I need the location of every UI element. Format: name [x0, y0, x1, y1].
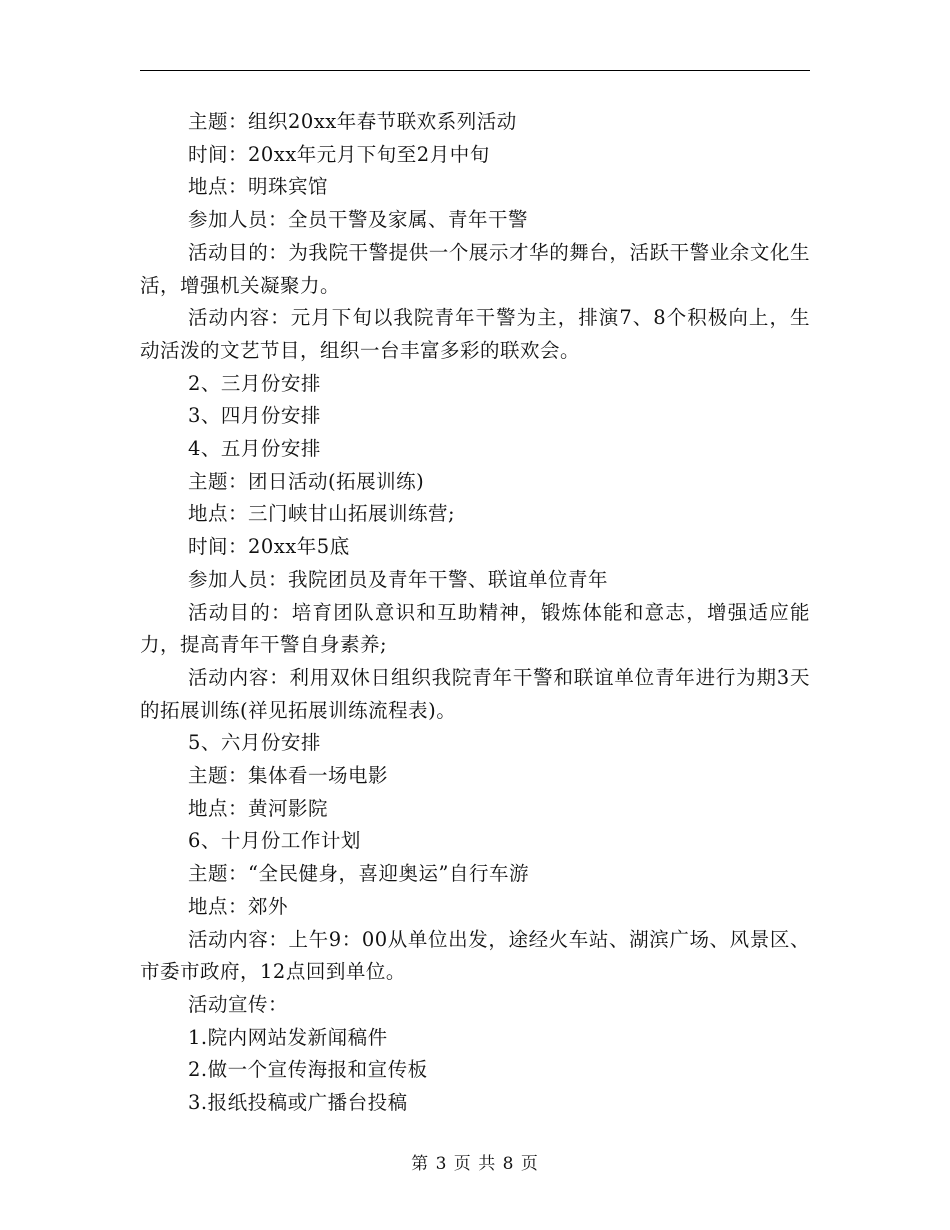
section-heading-may: 4、五月份安排: [188, 437, 321, 461]
paragraph-theme-may: 主题：团日活动(拓展训练): [188, 469, 425, 493]
paragraph-purpose-spring: 活动目的：为我院干警提供一个展示才华的舞台，活跃干警业余文化生活，增强机关凝聚力。: [140, 240, 810, 297]
paragraph-location-october: 地点：郊外: [188, 894, 289, 918]
list-item-publicity-3: 3.报纸投稿或广播台投稿: [188, 1091, 408, 1115]
paragraph-time-may: 时间：20xx年5底: [188, 535, 350, 559]
page-number-footer: 第 3 页 共 8 页: [411, 1154, 539, 1174]
section-heading-october: 6、十月份工作计划: [188, 829, 361, 853]
paragraph-publicity-heading: 活动宣传：: [188, 992, 289, 1016]
paragraph-content-may: 活动内容：利用双休日组织我院青年干警和联谊单位青年进行为期3天的拓展训练(祥见拓展训练流程表)。: [140, 665, 810, 722]
paragraph-time-spring: 时间：20xx年元月下旬至2月中旬: [188, 142, 490, 166]
section-heading-march: 2、三月份安排: [188, 371, 321, 395]
paragraph-location-may: 地点：三门峡甘山拓展训练营;: [188, 502, 456, 526]
paragraph-location-spring: 地点：明珠宾馆: [188, 175, 329, 199]
paragraph-purpose-may: 活动目的：培育团队意识和互助精神，锻炼体能和意志，增强适应能力，提高青年干警自身素养;: [140, 600, 810, 657]
paragraph-content-october: 活动内容：上午9：00从单位出发，途经火车站、湖滨广场、风景区、市委市政府，12点回到单位。: [140, 927, 810, 984]
paragraph-location-june: 地点：黄河影院: [188, 796, 329, 820]
list-item-publicity-2: 2.做一个宣传海报和宣传板: [188, 1058, 428, 1082]
paragraph-content-spring: 活动内容：元月下旬以我院青年干警为主，排演7、8个积极向上，生动活泼的文艺节目，组织一台丰富多彩的联欢会。: [140, 306, 810, 362]
paragraph-theme-june: 主题：集体看一场电影: [188, 764, 389, 788]
list-item-publicity-1: 1.院内网站发新闻稿件: [188, 1025, 388, 1049]
document-body: [140, 106, 810, 1120]
section-heading-june: 5、六月份安排: [188, 731, 321, 755]
paragraph-participants-spring: 参加人员：全员干警及家属、青年干警: [188, 208, 529, 232]
header-rule: [140, 70, 810, 71]
paragraph-theme-october: 主题：“全民健身，喜迎奥运”自行车游: [188, 862, 529, 886]
paragraph-theme-spring: 主题：组织20xx年春节联欢系列活动: [188, 110, 517, 133]
section-heading-april: 3、四月份安排: [188, 404, 321, 428]
paragraph-participants-may: 参加人员：我院团员及青年干警、联谊单位青年: [188, 567, 609, 591]
